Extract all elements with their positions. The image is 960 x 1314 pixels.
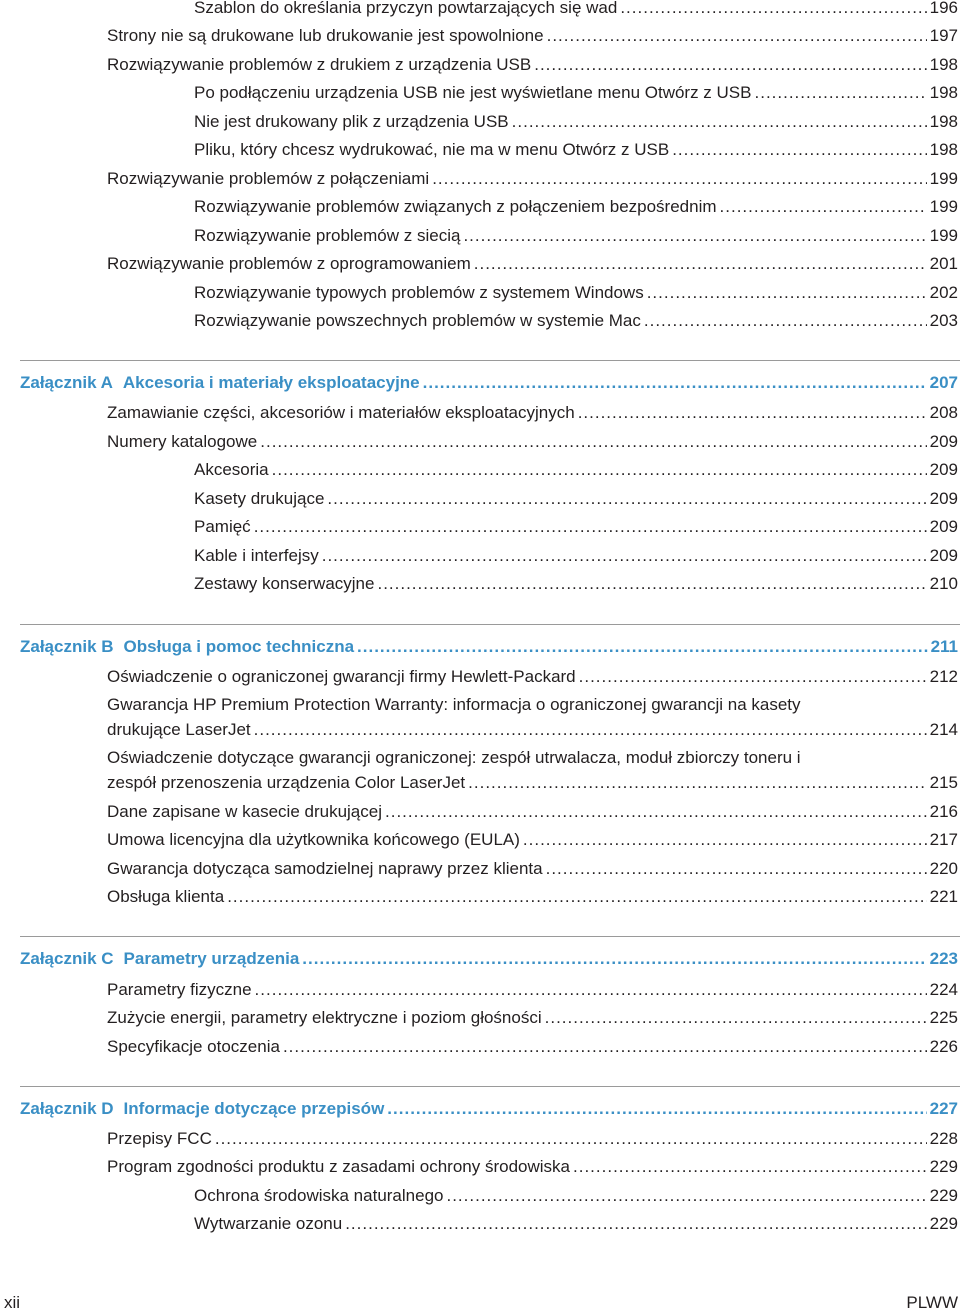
toc-leader — [512, 111, 927, 133]
appendix-label: Załącznik A — [20, 373, 113, 392]
toc-entry[interactable] — [107, 253, 960, 275]
toc-entry-title: Pliku, który chcesz wydrukować, nie ma w menu Otwórz z USB — [194, 140, 670, 159]
toc-leader — [720, 196, 927, 218]
toc-entry-page: 203 — [929, 311, 958, 330]
toc-entry[interactable] — [194, 310, 960, 332]
toc-entry[interactable] — [107, 1036, 960, 1058]
appendix-title: Parametry urządzenia — [123, 949, 300, 968]
toc-leader — [254, 516, 927, 538]
appendix-label: Załącznik C — [20, 949, 114, 968]
toc-leader — [578, 402, 927, 424]
toc-entry-page: 209 — [929, 432, 958, 451]
toc-entry-title: Dane zapisane w kasecie drukującej — [107, 802, 382, 821]
toc-entry-title: Akcesoria — [194, 460, 269, 479]
toc-entry[interactable] — [194, 516, 960, 538]
toc-leader — [446, 1185, 926, 1207]
toc-entry-page: 208 — [929, 403, 958, 422]
toc-entry[interactable] — [107, 772, 960, 794]
toc-entry-page: 199 — [929, 169, 958, 188]
toc-leader — [423, 372, 927, 394]
toc-entry-page: 229 — [929, 1214, 958, 1233]
appendix-page: 227 — [929, 1099, 958, 1118]
toc-entry-title: Strony nie są drukowane lub drukowanie jest spowolnione — [107, 26, 544, 45]
toc-leader — [272, 459, 927, 481]
toc-entry[interactable] — [107, 829, 960, 851]
toc-entry[interactable] — [107, 431, 960, 453]
toc-leader — [254, 719, 927, 741]
section-divider — [20, 1086, 960, 1087]
toc-entry-page: 201 — [929, 254, 958, 273]
toc-leader — [545, 1007, 927, 1029]
toc-entry-title: Umowa licencyjna dla użytkownika końcowego (EULA) — [107, 830, 520, 849]
toc-entry-title: Rozwiązywanie typowych problemów z systemem Windows — [194, 283, 644, 302]
toc-leader — [620, 0, 926, 19]
toc-leader — [468, 772, 926, 794]
toc-entry-title: Specyfikacje otoczenia — [107, 1037, 280, 1056]
toc-entry-page: 199 — [929, 226, 958, 245]
toc-entry-title: Rozwiązywanie problemów z siecią — [194, 226, 461, 245]
toc-entry[interactable] — [107, 1156, 960, 1178]
footer-page-number: xii — [4, 1293, 21, 1312]
toc-entry-title: Przepisy FCC — [107, 1129, 212, 1148]
appendix-a-heading[interactable] — [20, 372, 960, 394]
toc-leader — [387, 1098, 926, 1120]
toc-leader — [227, 886, 926, 908]
appendix-c-heading[interactable] — [20, 948, 960, 970]
toc-entry-title: Ochrona środowiska naturalnego — [194, 1186, 444, 1205]
toc-entry-title: Rozwiązywanie problemów związanych z połączeniem bezpośrednim — [194, 197, 717, 216]
appendix-title: Akcesoria i materiały eksploatacyjne — [122, 373, 420, 392]
appendix-title: Informacje dotyczące przepisów — [123, 1099, 385, 1118]
toc-leader — [523, 829, 927, 851]
toc-leader — [432, 168, 926, 190]
toc-entry[interactable] — [107, 886, 960, 908]
toc-entry-page: 202 — [929, 283, 958, 302]
toc-entry-title: Kable i interfejsy — [194, 546, 319, 565]
toc-entry[interactable] — [107, 979, 960, 1001]
toc-entry-title: Szablon do określania przyczyn powtarzających się wad — [194, 0, 618, 17]
toc-entry[interactable] — [194, 282, 960, 304]
toc-entry-page: 197 — [929, 26, 958, 45]
toc-entry-page: 209 — [929, 489, 958, 508]
section-divider — [20, 624, 960, 625]
toc-entry-page: 198 — [929, 55, 958, 74]
toc-leader — [327, 488, 926, 510]
toc-entry-line1[interactable]: Oświadczenie dotyczące gwarancji ograniczonej: zespół utrwalacza, moduł zbiorczy toneru i — [107, 748, 801, 767]
toc-entry-page: 209 — [929, 517, 958, 536]
toc-entry[interactable] — [107, 801, 960, 823]
toc-entry-title: Program zgodności produktu z zasadami ochrony środowiska — [107, 1157, 571, 1176]
toc-entry[interactable] — [194, 488, 960, 510]
toc-entry-page: 196 — [929, 0, 958, 17]
appendix-b-heading[interactable] — [20, 636, 960, 658]
toc-entry-page: 198 — [929, 112, 958, 131]
toc-leader — [546, 858, 927, 880]
toc-entry[interactable] — [107, 1007, 960, 1029]
toc-entry[interactable] — [194, 139, 960, 161]
appendix-label: Załącznik D — [20, 1099, 114, 1118]
toc-entry-title: Numery katalogowe — [107, 432, 258, 451]
toc-entry-page: 212 — [929, 667, 958, 686]
footer-code: PLWW — [906, 1293, 958, 1312]
toc-entry-page: 210 — [929, 574, 958, 593]
toc-entry-page: 226 — [929, 1037, 958, 1056]
toc-entry-page: 228 — [929, 1129, 958, 1148]
appendix-label: Załącznik B — [20, 637, 114, 656]
toc-entry[interactable] — [194, 1213, 960, 1235]
toc-leader — [573, 1156, 927, 1178]
toc-entry-page: 198 — [929, 140, 958, 159]
toc-entry-page: 209 — [929, 460, 958, 479]
toc-entry-page: 220 — [929, 859, 958, 878]
toc-entry-page: 216 — [929, 802, 958, 821]
toc-entry-page: 198 — [929, 83, 958, 102]
appendix-page: 207 — [929, 373, 958, 392]
toc-leader — [474, 253, 927, 275]
toc-leader — [357, 636, 928, 658]
toc-entry-page: 209 — [929, 546, 958, 565]
toc-entry[interactable] — [194, 459, 960, 481]
appendix-page: 223 — [929, 949, 958, 968]
toc-leader — [255, 979, 927, 1001]
toc-entry-title: Kasety drukujące — [194, 489, 325, 508]
toc-entry-title: Rozwiązywanie problemów z drukiem z urządzenia USB — [107, 55, 532, 74]
toc-leader — [283, 1036, 927, 1058]
toc-entry-title: Zestawy konserwacyjne — [194, 574, 375, 593]
section-divider — [20, 936, 960, 937]
toc-leader — [302, 948, 926, 970]
toc-leader — [755, 82, 927, 104]
toc-entry-title: Obsługa klienta — [107, 887, 225, 906]
toc-entry[interactable] — [107, 858, 960, 880]
appendix-title: Obsługa i pomoc techniczna — [123, 637, 355, 656]
toc-entry[interactable] — [194, 82, 960, 104]
toc-entry-title: zespół przenoszenia urządzenia Color LaserJet — [107, 773, 466, 792]
toc-entry[interactable] — [194, 196, 960, 218]
toc-entry-title: Oświadczenie o ograniczonej gwarancji firmy Hewlett-Packard — [107, 667, 576, 686]
toc-entry-title: Nie jest drukowany plik z urządzenia USB — [194, 112, 509, 131]
toc-entry-page: 229 — [929, 1157, 958, 1176]
toc-entry[interactable] — [194, 225, 960, 247]
toc-entry[interactable] — [107, 168, 960, 190]
toc-leader — [647, 282, 927, 304]
toc-leader — [547, 25, 927, 47]
toc-entry[interactable] — [107, 402, 960, 424]
toc-leader — [377, 573, 926, 595]
toc-leader — [534, 54, 926, 76]
toc-entry-page: 221 — [929, 887, 958, 906]
toc-leader — [322, 545, 927, 567]
toc-entry-page: 215 — [929, 773, 958, 792]
toc-entry-title: Gwarancja dotycząca samodzielnej naprawy przez klienta — [107, 859, 543, 878]
toc-entry[interactable] — [194, 0, 960, 19]
toc-leader — [345, 1213, 926, 1235]
toc-entry-title: Rozwiązywanie problemów z połączeniami — [107, 169, 430, 188]
toc-entry-page: 217 — [929, 830, 958, 849]
toc-entry-title: Po podłączeniu urządzenia USB nie jest wyświetlane menu Otwórz z USB — [194, 83, 752, 102]
toc-entry-page: 224 — [929, 980, 958, 999]
toc-entry-title: Zużycie energii, parametry elektryczne i poziom głośności — [107, 1008, 542, 1027]
toc-entry-title: Zamawianie części, akcesoriów i materiałów eksploatacyjnych — [107, 403, 575, 422]
toc-entry[interactable] — [194, 573, 960, 595]
toc-entry[interactable] — [107, 666, 960, 688]
appendix-page: 211 — [930, 637, 958, 656]
toc-entry[interactable] — [194, 1185, 960, 1207]
toc-leader — [215, 1128, 927, 1150]
toc-entry-title: drukujące LaserJet — [107, 720, 251, 739]
toc-entry-page: 214 — [929, 720, 958, 739]
toc-entry-page: 199 — [929, 197, 958, 216]
toc-entry-title: Rozwiązywanie problemów z oprogramowaniem — [107, 254, 471, 273]
toc-entry[interactable] — [194, 111, 960, 133]
toc-entry-title: Rozwiązywanie powszechnych problemów w systemie Mac — [194, 311, 641, 330]
toc-entry-line1[interactable]: Gwarancja HP Premium Protection Warranty: informacja o ograniczonej gwarancji na kasety — [107, 695, 801, 714]
toc-entry[interactable] — [107, 1128, 960, 1150]
toc-leader — [579, 666, 927, 688]
appendix-d-heading[interactable] — [20, 1098, 960, 1120]
toc-entry[interactable] — [107, 25, 960, 47]
toc-leader — [672, 139, 926, 161]
toc-entry-title: Wytwarzanie ozonu — [194, 1214, 343, 1233]
toc-entry-title: Pamięć — [194, 517, 251, 536]
toc-entry-page: 225 — [929, 1008, 958, 1027]
toc-leader — [644, 310, 927, 332]
toc-entry-page: 229 — [929, 1186, 958, 1205]
toc-entry-title: Parametry fizyczne — [107, 980, 252, 999]
toc-leader — [463, 225, 926, 247]
toc-entry[interactable] — [194, 545, 960, 567]
toc-leader — [260, 431, 926, 453]
toc-entry[interactable] — [107, 719, 960, 741]
toc-leader — [385, 801, 927, 823]
section-divider — [20, 360, 960, 361]
toc-entry[interactable] — [107, 54, 960, 76]
